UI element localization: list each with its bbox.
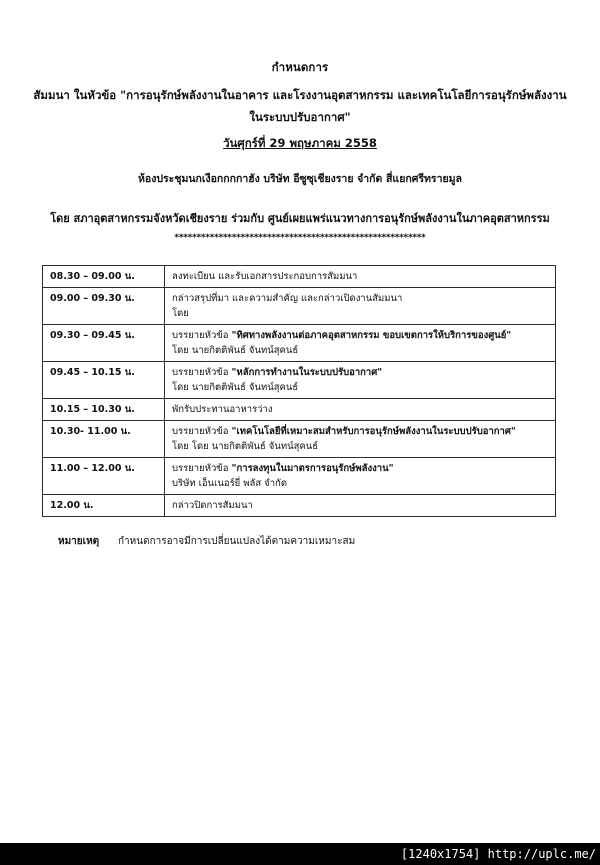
schedule-line-prefix: บริษัท เอ็นเนอร์ยี่ พลัส จำกัด — [172, 477, 287, 489]
schedule-description-line — [172, 498, 549, 513]
table-row — [43, 398, 556, 420]
schedule-line-prefix: บรรยายหัวข้อ — [172, 329, 232, 341]
schedule-description-line — [172, 380, 549, 395]
schedule-line-prefix: บรรยายหัวข้อ — [172, 425, 232, 437]
table-row — [43, 324, 556, 361]
schedule-description-line — [172, 439, 549, 454]
schedule-description-line — [172, 328, 549, 343]
schedule-description-cell — [165, 398, 556, 420]
table-row — [43, 494, 556, 516]
note-text: กำหนดการอาจมีการเปลี่ยนแปลงได้ตามความเหมาะสม — [118, 535, 356, 547]
schedule-description-cell — [165, 287, 556, 324]
table-row — [43, 457, 556, 494]
schedule-line-topic: "การลงทุนในมาตรการอนุรักษ์พลังงาน" — [231, 462, 394, 474]
note-row — [22, 517, 578, 547]
seminar-date — [22, 128, 578, 150]
schedule-table-body — [43, 265, 556, 516]
seminar-organizer: โดย สภาอุตสาหกรรมจังหวัดเชียงราย ร่วมกับ ศูนย์เผยแพร่แนวทางการอนุรักษ์พลังงานในภาคอุตสาหกรรม — [50, 211, 550, 225]
table-row — [43, 287, 556, 324]
schedule-time-cell: 08.30 – 09.00 น. — [43, 265, 165, 287]
schedule-line-topic: "ทิศทางพลังงานต่อภาคอุตสาหกรรม ขอบเขตการให้บริการของศูนย์" — [231, 329, 512, 341]
seminar-date-text: วันศุกร์ที่ 29 พฤษภาคม 2558 — [223, 135, 377, 150]
seminar-venue: ห้องประชุมนกเงือกกกกาฮัง บริษัท อีซูซุเชียงราย จำกัด สี่แยกศรีทรายมูล — [138, 173, 462, 185]
schedule-line-topic: "หลักการทำงานในระบบปรับอากาศ" — [231, 366, 383, 378]
table-row — [43, 361, 556, 398]
schedule-description-cell — [165, 324, 556, 361]
schedule-line-prefix: โดย นายกิตติพันธ์ จันทน์สุคนธ์ — [172, 344, 299, 356]
schedule-description-line — [172, 269, 549, 284]
decorative-separator: ********************************************************* — [174, 232, 426, 243]
note-label: หมายเหตุ — [58, 535, 100, 547]
schedule-line-prefix: พักรับประทานอาหารว่าง — [172, 403, 273, 415]
viewer-footer-bar — [0, 843, 600, 865]
schedule-line-prefix: ลงทะเบียน และรับเอกสารประกอบการสัมมนา — [172, 270, 358, 282]
schedule-description-line — [172, 306, 549, 321]
schedule-time-cell: 10.30- 11.00 น. — [43, 420, 165, 457]
schedule-description-cell — [165, 265, 556, 287]
seminar-subtitle: สัมมนา ในหัวข้อ "การอนุรักษ์พลังงานในอาคาร และโรงงานอุตสาหกรรม และเทคโนโลยีการอนุรักษ์พลังงานในระบบปรับอากาศ" — [33, 87, 567, 124]
schedule-time-cell: 10.15 – 10.30 น. — [43, 398, 165, 420]
schedule-description-line — [172, 461, 549, 476]
schedule-time-cell: 09.00 – 09.30 น. — [43, 287, 165, 324]
schedule-description-line — [172, 365, 549, 380]
schedule-section — [22, 243, 578, 517]
schedule-description-line — [172, 424, 549, 439]
schedule-table — [42, 265, 556, 517]
table-row — [43, 420, 556, 457]
schedule-line-prefix: โดย โดย นายกิตติพันธ์ จันทน์สุคนธ์ — [172, 440, 319, 452]
schedule-description-line — [172, 476, 549, 491]
schedule-line-prefix: บรรยายหัวข้อ — [172, 366, 232, 378]
schedule-time-cell: 09.30 – 09.45 น. — [43, 324, 165, 361]
schedule-time-cell: 12.00 น. — [43, 494, 165, 516]
schedule-line-prefix: บรรยายหัวข้อ — [172, 462, 232, 474]
schedule-line-prefix: กล่าวสรุปที่มา และความสำคัญ และกล่าวเปิดงานสัมมนา — [172, 292, 403, 304]
schedule-description-line — [172, 402, 549, 417]
schedule-line-prefix: โดย — [172, 307, 189, 319]
schedule-description-line — [172, 291, 549, 306]
schedule-description-cell — [165, 494, 556, 516]
schedule-time-cell: 09.45 – 10.15 น. — [43, 361, 165, 398]
page-title: กำหนดการ — [271, 60, 329, 74]
schedule-line-prefix: โดย นายกิตติพันธ์ จันทน์สุคนธ์ — [172, 381, 299, 393]
schedule-time-cell: 11.00 – 12.00 น. — [43, 457, 165, 494]
table-row — [43, 265, 556, 287]
schedule-line-topic: "เทคโนโลยีที่เหมาะสมสำหรับการอนุรักษ์พลังงานในระบบปรับอากาศ" — [231, 425, 516, 437]
schedule-description-cell — [165, 361, 556, 398]
schedule-description-cell — [165, 457, 556, 494]
footer-dimensions-url: [1240x1754] http://uplc.me/ — [400, 847, 596, 861]
schedule-line-prefix: กล่าวปิดการสัมมนา — [172, 499, 253, 511]
schedule-description-cell — [165, 420, 556, 457]
schedule-description-line — [172, 343, 549, 358]
